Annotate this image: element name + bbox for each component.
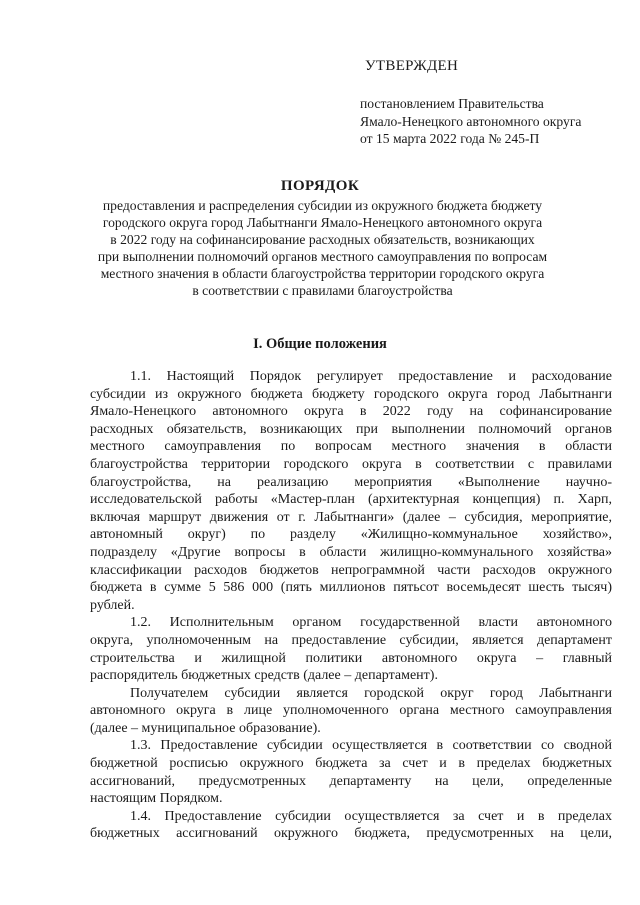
body-line: бюджетных ассигнований окружного бюджета, предусмотренных на цели, — [90, 826, 612, 842]
body-line: строительства и жилищной политики автономного округа – главный — [90, 650, 612, 666]
body-line: (далее – муниципальное образование). — [90, 720, 321, 736]
body-line: автономного округа в лице уполномоченного органа местного самоуправления — [90, 703, 612, 719]
subtitle-line: в соответствии с правилами благоустройства — [192, 283, 453, 299]
body-line: благоустройства, на реализацию мероприятия «Выполнение научно- — [90, 474, 612, 490]
subtitle-line: предоставления и распределения субсидии из окружного бюджета бюджету — [102, 198, 543, 213]
section-body — [90, 368, 612, 843]
body-line: настоящим Порядком. — [90, 791, 223, 807]
subtitle-line: в 2022 году на софинансирование расходных обязательств, возникающих — [110, 232, 535, 248]
body-line: 1.1. Настоящий Порядок регулирует предоставление и расходование — [130, 369, 612, 384]
body-line: ассигнований, предусмотренных департаменту на цели, определенные — [90, 773, 612, 789]
body-line: автономный округ) по разделу «Жилищно-коммунальное хозяйство», — [90, 527, 612, 543]
approval-line: Ямало-Ненецкого автономного округа — [360, 113, 582, 129]
document-subtitle — [80, 197, 565, 300]
body-line: исследовательской работы «Мастер-план (архитектурная концепция) п. Харп, — [90, 492, 612, 508]
approval-block — [360, 95, 620, 148]
body-line: Ямало-Ненецкого автономного округа в 2022 году на софинансирование — [90, 404, 612, 420]
body-line: местного самоуправления по вопросам местного значения в области — [90, 439, 612, 455]
body-line: субсидии из окружного бюджета бюджету городского округа город Лабытнанги — [90, 386, 612, 402]
approval-title: УТВЕРЖДЕН — [365, 58, 459, 74]
body-line: 1.2. Исполнительным органом государственной власти автономного — [130, 615, 612, 631]
approval-line: от 15 марта 2022 года № 245-П — [360, 131, 540, 146]
body-line: классификации расходов бюджетов непрограммной части расходов окружного — [90, 562, 612, 578]
body-line: расходных обязательств, возникающих при выполнении полномочий органов — [90, 421, 612, 437]
subtitle-line: местного значения в области благоустройства территории городского округа — [100, 266, 545, 282]
body-line: 1.4. Предоставление субсидии осуществляется за счет и в пределах — [130, 808, 612, 824]
subtitle-line: городского округа город Лабытнанги Ямало-Ненецкого автономного округа — [102, 215, 543, 231]
body-line: 1.3. Предоставление субсидии осуществляется в соответствии со сводной — [130, 738, 612, 754]
body-line: Получателем субсидии является городской округ город Лабытнанги — [130, 685, 612, 701]
body-line: округа, уполномоченным на предоставление субсидии, является департамент — [90, 632, 612, 648]
subtitle-line: при выполнении полномочий органов местного самоуправления по вопросам — [97, 249, 548, 265]
body-line: благоустройства территории городского округа в соответствии с правилами — [90, 456, 612, 472]
body-line: рублей. — [90, 597, 135, 613]
body-line: подразделу «Другие вопросы в области жилищно-коммунального хозяйства» — [90, 544, 612, 560]
approval-line: постановлением Правительства — [360, 96, 544, 111]
section-heading: I. Общие положения — [253, 336, 387, 352]
document-title: ПОРЯДОК — [280, 178, 360, 194]
body-line: бюджетной росписью окружного бюджета за счет и в пределах бюджетных — [90, 756, 612, 772]
body-line: включая маршрут движения от г. Лабытнанги» (далее – субсидия, мероприятие, — [90, 509, 612, 525]
body-line: распорядитель бюджетных средств (далее – департамент). — [90, 668, 438, 684]
body-line: бюджета в сумме 5 586 000 (пять миллионов пятьсот восемьдесят шесть тысяч) — [90, 580, 612, 596]
